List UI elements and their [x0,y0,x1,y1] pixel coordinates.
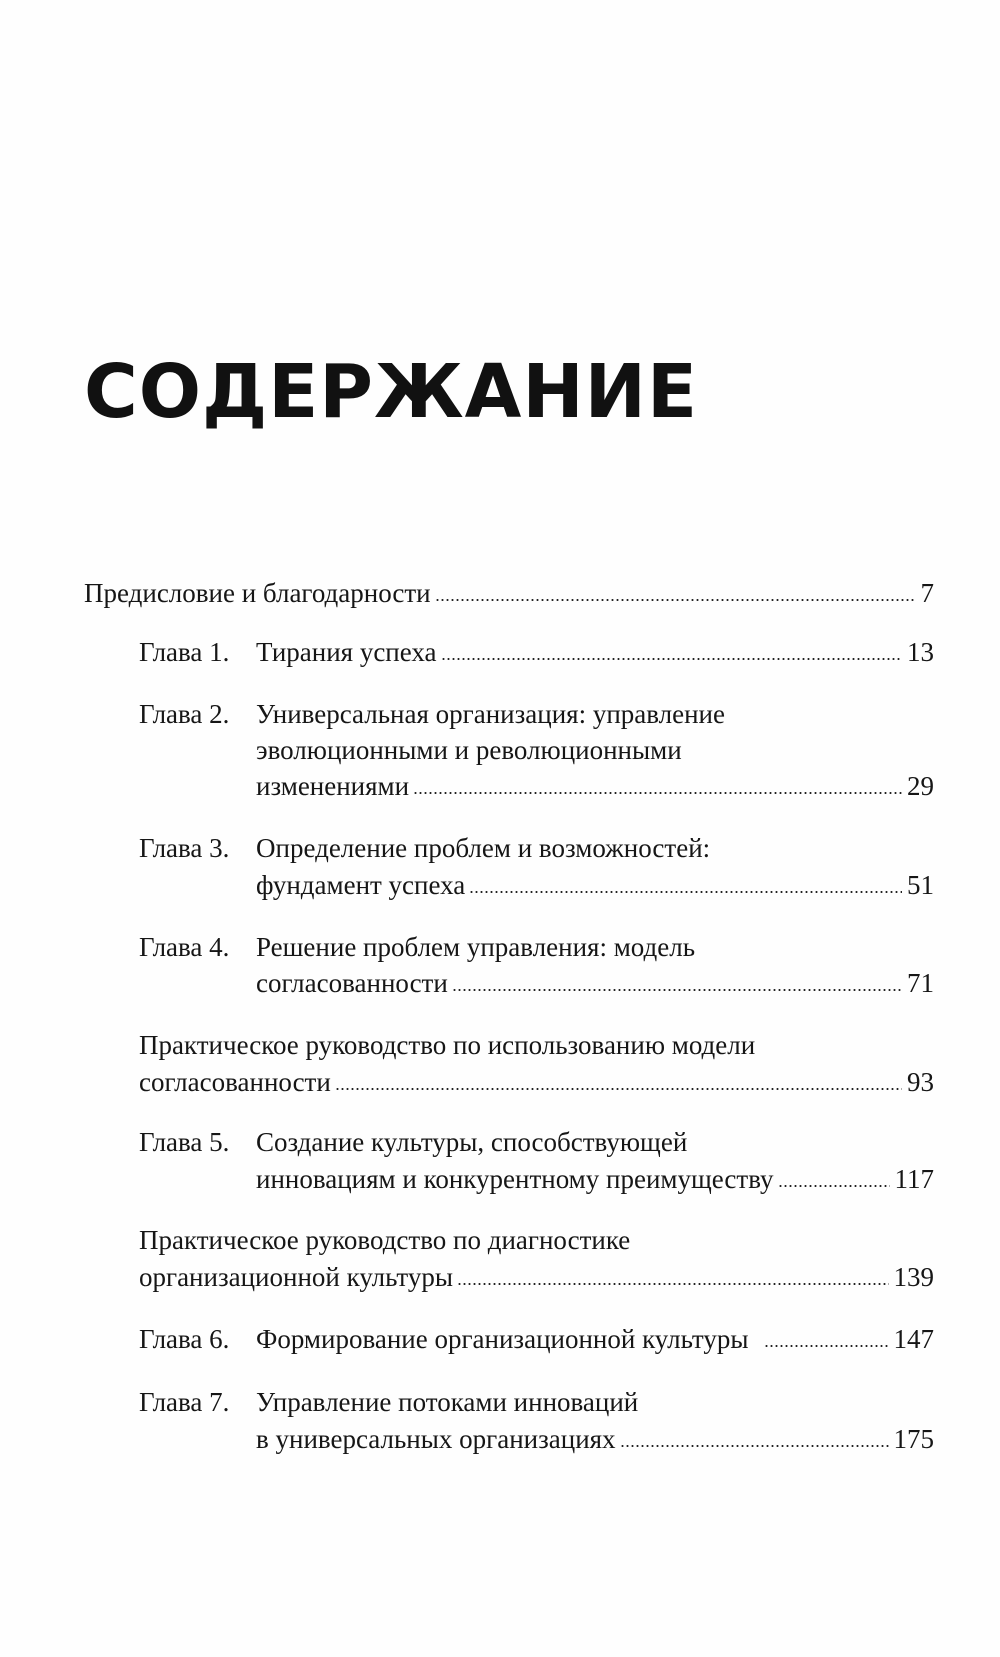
dot-leader [441,658,902,660]
toc-line [139,1067,934,1097]
toc-line [256,699,725,729]
toc-line [139,1030,755,1060]
toc-line [256,1127,687,1157]
toc-page-number: 147 [893,1324,934,1354]
toc-line [256,833,710,863]
toc-entry-text: согласованности [139,1067,331,1097]
toc-entry-text: инновациям и конкурентному преимуществу [256,1164,774,1194]
toc-entry-text: эволюционными и революционными [256,735,682,765]
toc-line [256,968,934,998]
dot-leader [620,1445,889,1447]
toc-line [256,1164,934,1194]
toc-page-number: 71 [907,968,934,998]
toc-line [256,1424,934,1454]
dot-leader [469,891,902,893]
toc-entry-text: Практическое руководство по использованию модели [139,1030,756,1060]
dot-leader [457,1283,889,1285]
toc-page-number: 7 [920,578,934,608]
dot-leader [452,989,902,991]
toc-entry-text: согласованности [256,968,448,998]
chapter-label: Глава 2. [139,699,230,729]
toc-line [256,932,695,962]
chapter-label: Глава 5. [139,1127,230,1157]
toc-entry-text: организационной культуры [139,1262,453,1292]
toc-page-number: 117 [894,1164,934,1194]
toc-entry-text: Тирания успеха [256,637,437,667]
toc-line [256,735,682,765]
toc-line [256,1324,934,1354]
toc-page-number: 51 [907,870,934,900]
dot-leader [435,599,916,601]
toc-entry-text: Практическое руководство по диагностике [139,1225,631,1255]
toc-page-number: 139 [893,1262,934,1292]
toc-entry-text: Предисловие и благодарности [84,578,431,608]
toc-entry-text: фундамент успеха [256,870,466,900]
toc-line [256,637,934,667]
chapter-label: Глава 1. [139,637,230,667]
toc-entry-text: Определение проблем и возможностей: [256,833,711,863]
toc-line [84,578,934,608]
toc-entry-text: Решение проблем управления: модель [256,932,696,962]
dot-leader [764,1345,888,1347]
toc-entry-text: изменениями [256,771,410,801]
dot-leader [778,1185,890,1187]
toc-line [256,771,934,801]
toc-line [256,870,934,900]
toc-page-number: 175 [893,1424,934,1454]
toc-entry-text: Создание культуры, способствующей [256,1127,688,1157]
toc-entry-text: Формирование организационной культуры [256,1324,749,1354]
toc-entry-text: Универсальная организация: управление [256,699,725,729]
toc-page-number: 13 [907,637,934,667]
dot-leader [413,792,902,794]
toc-entry-text: Управление потоками инноваций [256,1387,639,1417]
dot-leader [335,1088,902,1090]
chapter-label: Глава 6. [139,1324,230,1354]
chapter-label: Глава 3. [139,833,230,863]
page-title: СОДЕРЖАНИЕ [84,349,698,435]
toc-page-number: 29 [907,771,934,801]
chapter-label: Глава 4. [139,932,230,962]
toc-entry-text: в универсальных организациях [256,1424,616,1454]
toc-line [139,1262,934,1292]
toc-line [139,1225,630,1255]
toc-line [256,1387,638,1417]
toc-page-number: 93 [907,1067,934,1097]
chapter-label: Глава 7. [139,1387,230,1417]
